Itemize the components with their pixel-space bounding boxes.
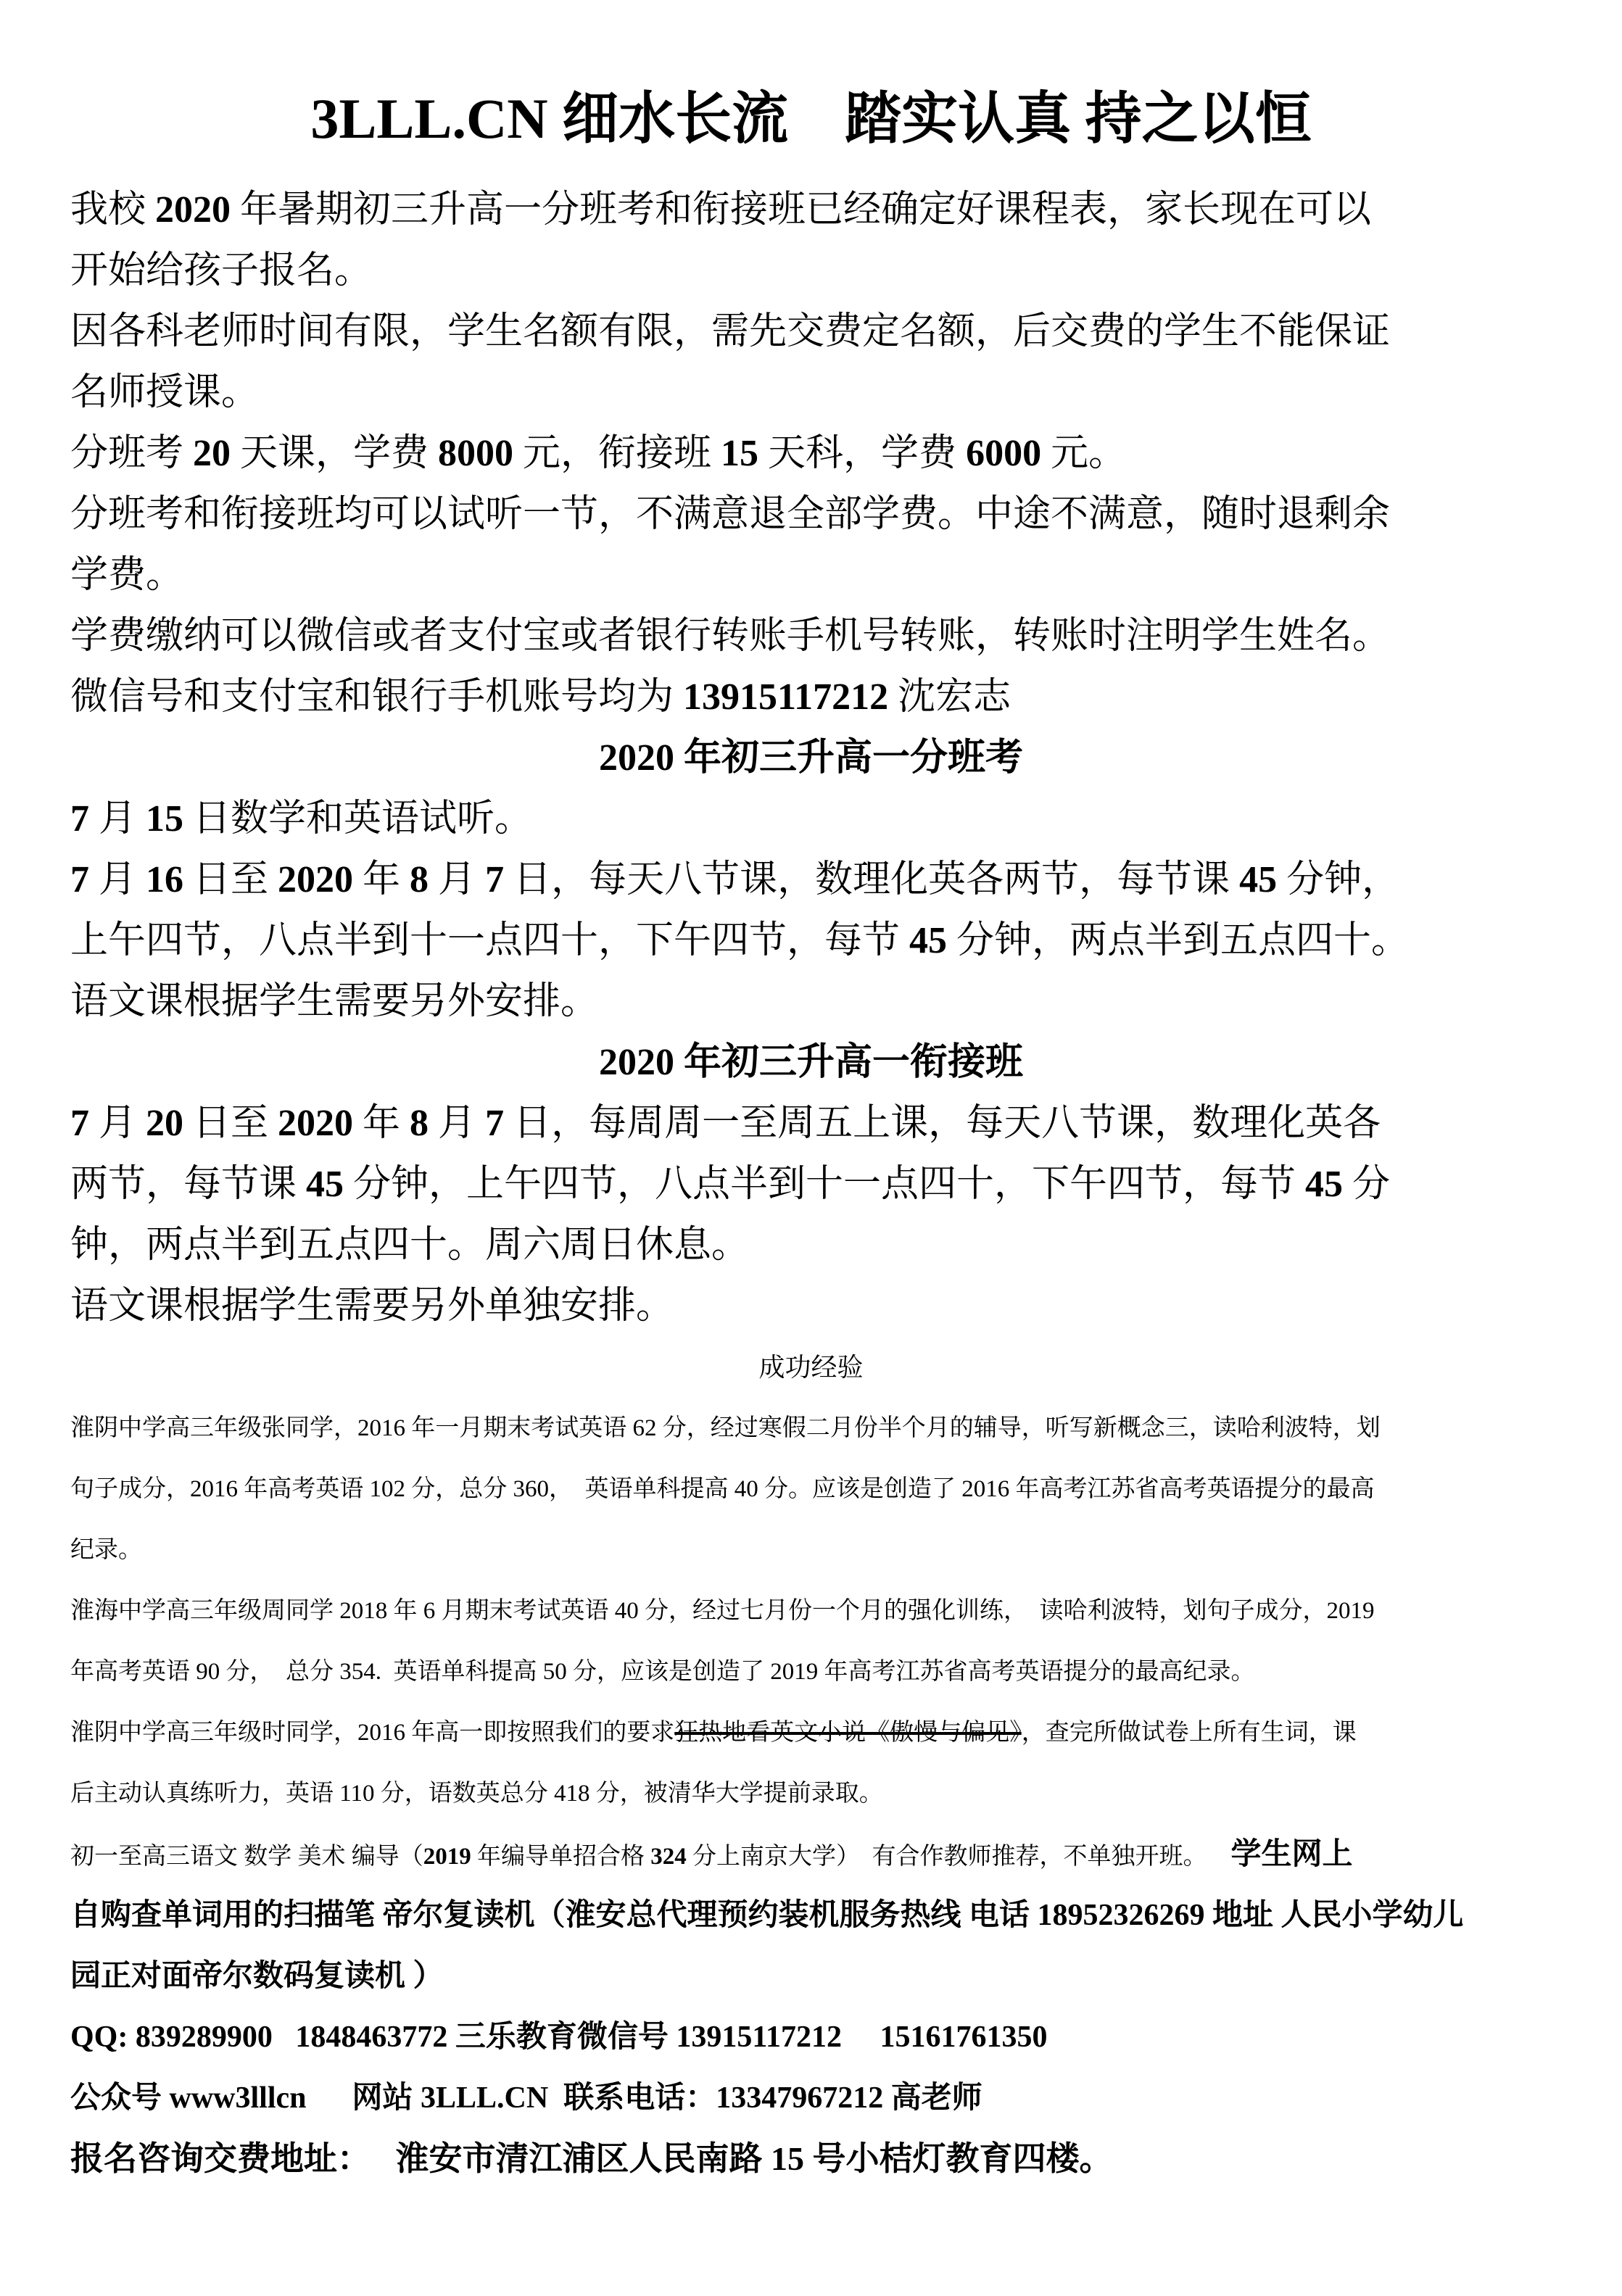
text-run: 月: [89, 1103, 146, 1144]
text-line: [70, 1276, 1552, 1337]
text-run: 日至: [183, 1103, 278, 1144]
text-line: [70, 180, 1552, 241]
text-run: 日，每天八节课，数理化英各两节，每节课: [504, 859, 1240, 900]
text-run: 324: [650, 1844, 687, 1870]
text-run: 钟，两点半到五点四十。周六周日休息。: [70, 1224, 750, 1266]
text-run: 年高考英语 90 分， 总分 354. 英语单科提高 50 分，应该是创造了 2019 年高考江苏省高考英语提分的最高纪录。: [70, 1659, 1255, 1685]
text-run: 7: [70, 1103, 89, 1144]
document-body: [70, 0, 1552, 2189]
text-run: 沈宏志: [888, 676, 1011, 718]
text-line: [70, 1824, 1552, 1885]
text-run: 两节，每节课: [70, 1164, 307, 1205]
text-run: 2020: [278, 1103, 354, 1144]
text-line: [70, 1398, 1552, 1459]
text-run: 8: [410, 1103, 429, 1144]
text-line: [70, 2068, 1552, 2129]
text-line: [70, 241, 1552, 302]
text-line: [70, 911, 1552, 971]
text-line: [70, 1215, 1552, 1276]
text-run: 语文课根据学生需要另外安排。: [70, 981, 599, 1022]
text-run: 分钟，上午四节，八点半到十一点四十，下午四节，每节: [344, 1164, 1306, 1205]
text-line: [70, 1946, 1552, 2007]
text-line: [70, 1032, 1552, 1093]
text-run: 成功经验: [758, 1353, 864, 1382]
text-run: 淮阴中学高三年级张同学，2016 年一月期末考试英语 62 分，经过寒假二月份半个月的辅导，听写新概念三，读哈利波特，划: [70, 1415, 1381, 1441]
text-run: 微信号和支付宝和银行手机账号均为: [70, 676, 684, 718]
text-run: 年编导单招合格: [471, 1844, 651, 1870]
text-run: 因各科老师时间有限，学生名额有限，需先交费定名额，后交费的学生不能保证: [70, 311, 1391, 352]
text-run: 初一至高三语文 数学 美术 编导（: [70, 1844, 423, 1870]
text-run: 自购查单词用的扫描笔 帝尔复读机（淮安总代理预约装机服务热线 电话 18952326269 地址 人民小学幼儿: [70, 1899, 1464, 1932]
struck-text-run: 狂热地看英文小说《傲慢与偏见》: [674, 1720, 1022, 1746]
text-line: [70, 362, 1552, 423]
text-line: [70, 484, 1552, 545]
text-run: 学费。: [70, 555, 184, 596]
text-line: [70, 1885, 1552, 1946]
text-run: 分钟，: [1277, 859, 1400, 900]
text-line: [70, 667, 1552, 728]
text-run: 公众号 www3lllcn 网站 3LLL.CN 联系电话：13347967212 高老师: [70, 2081, 982, 2115]
text-run: 园正对面帝尔数码复读机 ）: [70, 1960, 444, 1993]
text-run: 7: [70, 859, 89, 900]
text-run: 上午四节，八点半到十一点四十，下午四节，每节: [70, 920, 910, 961]
text-run: 日，每周周一至周五上课，每天八节课，数理化英各: [504, 1103, 1381, 1144]
text-run: 2020: [278, 859, 354, 900]
text-run: 天课，学费: [231, 433, 439, 474]
text-run: 句子成分，2016 年高考英语 102 分，总分 360， 英语单科提高 40 分。应该是创造了 2016 年高考江苏省高考英语提分的最高: [70, 1476, 1375, 1502]
text-line: [70, 789, 1552, 850]
text-line: [70, 1459, 1552, 1520]
text-run: 淮阴中学高三年级时同学，2016 年高一即按照我们的要求: [70, 1720, 675, 1746]
text-line: [70, 1641, 1552, 1702]
text-run: 后主动认真练听力，英语 110 分，语数英总分 418 分，被清华大学提前录取。: [70, 1781, 883, 1807]
text-run: 报名咨询交费地址： 淮安市清江浦区人民南路 15 号小桔灯教育四楼。: [70, 2140, 1113, 2177]
text-run: 年: [353, 859, 410, 900]
text-run: 天科，学费: [758, 433, 967, 474]
text-run: 年: [353, 1103, 410, 1144]
text-line: [70, 606, 1552, 667]
text-run: 分班考和衔接班均可以试听一节，不满意退全部学费。中途不满意，随时退剩余: [70, 494, 1391, 535]
text-run: 日至: [183, 859, 278, 900]
text-run: 6000: [966, 433, 1042, 474]
text-run: 年暑期初三升高一分班考和衔接班已经确定好课程表，家长现在可以: [231, 189, 1372, 231]
text-run: 2019: [423, 1844, 471, 1870]
document-title: 3LLL.CN 细水长流 踏实认真 持之以恒: [310, 87, 1312, 150]
text-line: [70, 1763, 1552, 1824]
text-run: 15: [721, 433, 759, 474]
text-line: [70, 1520, 1552, 1580]
text-run: 16: [146, 859, 184, 900]
text-run: 8: [410, 859, 429, 900]
text-run: 淮海中学高三年级周同学 2018 年 6 月期末考试英语 40 分，经过七月份一个月的强化训练， 读哈利波特，划句子成分，2019: [70, 1598, 1375, 1624]
text-line: [70, 1702, 1552, 1763]
text-line: [70, 423, 1552, 484]
text-run: 20: [146, 1103, 184, 1144]
text-run: 名师授课。: [70, 372, 260, 413]
text-run: 分班考: [70, 433, 194, 474]
text-run: 语文课根据学生需要另外单独安排。: [70, 1285, 674, 1327]
text-run: 分钟，两点半到五点四十。: [947, 920, 1410, 961]
text-run: 7: [70, 798, 89, 840]
text-run: 月: [89, 798, 146, 840]
text-run: 45: [306, 1164, 344, 1205]
text-run: 纪录。: [70, 1537, 142, 1563]
text-run: 月: [89, 859, 146, 900]
text-line: [70, 2129, 1552, 2189]
text-run: ，查完所做试卷上所有生词，课: [1021, 1720, 1357, 1746]
text-line: [70, 1093, 1552, 1154]
text-run: QQ: 839289900 1848463772 三乐教育微信号 13915117212 15161761350: [70, 2021, 1048, 2054]
text-run: 月: [429, 859, 486, 900]
text-run: 我校: [70, 189, 156, 231]
text-line: [70, 2007, 1552, 2068]
text-run: 7: [485, 859, 505, 900]
text-run: 8000: [438, 433, 514, 474]
text-run: 分上南京大学） 有合作教师推荐，不单独开班。: [686, 1844, 1231, 1870]
text-run: 元，衔接班: [513, 433, 721, 474]
text-run: 20: [193, 433, 231, 474]
text-run: 学费缴纳可以微信或者支付宝或者银行转账手机号转账，转账时注明学生姓名。: [70, 616, 1391, 657]
text-line: [70, 302, 1552, 362]
text-run: 7: [485, 1103, 505, 1144]
text-line: [70, 1154, 1552, 1215]
text-line: [70, 1580, 1552, 1641]
text-line: [70, 850, 1552, 911]
text-run: 45: [1239, 859, 1278, 900]
text-line: [70, 971, 1552, 1032]
text-run: 分: [1343, 1164, 1391, 1205]
text-run: 13915117212: [683, 676, 889, 718]
text-line: [70, 1337, 1552, 1398]
text-run: 日数学和英语试听。: [183, 798, 533, 840]
text-run: 学生网上: [1230, 1838, 1353, 1871]
text-run: 2020 年初三升高一衔接班: [598, 1042, 1023, 1083]
text-run: 2020 年初三升高一分班考: [598, 737, 1023, 779]
text-run: 45: [1305, 1164, 1344, 1205]
text-run: 15: [146, 798, 184, 840]
text-run: 元。: [1041, 433, 1127, 474]
text-run: 开始给孩子报名。: [70, 250, 373, 291]
text-line: [70, 728, 1552, 789]
text-run: 45: [909, 920, 948, 961]
text-line: [70, 545, 1552, 606]
text-run: 月: [429, 1103, 486, 1144]
text-run: 2020: [155, 189, 231, 231]
